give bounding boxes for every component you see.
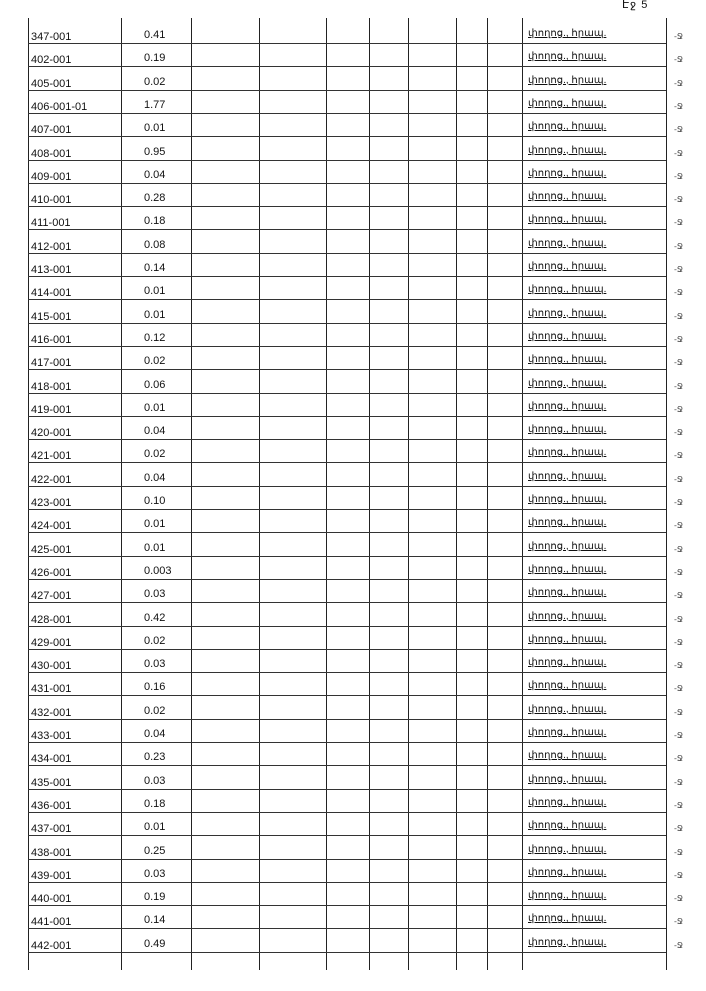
parcel-code: 428-001	[31, 613, 72, 626]
parcel-code: 425-001	[31, 543, 72, 556]
land-use: փողոց., հրապ.	[528, 214, 607, 226]
parcel-code: 426-001	[31, 566, 72, 579]
land-use: փողոց., հրապ.	[528, 680, 607, 692]
edge-mark: -Ջ	[674, 288, 684, 298]
edge-mark: -Ջ	[674, 544, 684, 554]
row-rule	[28, 183, 666, 184]
land-use: փողոց., հրապ.	[528, 121, 607, 133]
parcel-area: 0.16	[144, 681, 166, 694]
row-rule	[28, 952, 666, 953]
row-rule	[28, 90, 666, 91]
edge-mark: -Ջ	[674, 358, 684, 368]
parcel-code: 412-001	[31, 240, 72, 253]
land-use: փողոց., հրապ.	[528, 540, 607, 552]
row-rule	[28, 835, 666, 836]
edge-mark: -Ջ	[674, 218, 684, 228]
land-use: փողոց., հրապ.	[528, 913, 607, 925]
land-use: փողոց., հրապ.	[528, 330, 607, 342]
parcel-code: 423-001	[31, 497, 72, 509]
parcel-code: 407-001	[31, 124, 72, 137]
parcel-area: 0.41	[144, 29, 166, 41]
row-rule	[28, 859, 666, 860]
row-rule	[28, 136, 666, 137]
row-rule	[28, 719, 666, 720]
row-rule	[28, 532, 666, 533]
edge-mark: -Ջ	[674, 870, 684, 880]
parcel-area: 0.25	[144, 844, 166, 857]
row-rule	[28, 765, 666, 766]
land-use: փողոց., հրապ.	[528, 936, 607, 948]
parcel-area: 0.04	[144, 471, 166, 484]
land-use: փողոց., հրապ.	[528, 727, 607, 738]
parcel-area: 0.04	[144, 728, 166, 740]
parcel-area: 0.02	[144, 634, 166, 647]
parcel-area: 0.03	[144, 658, 166, 671]
parcel-code: 440-001	[31, 893, 72, 906]
land-use: փողոց., հրապ.	[528, 517, 607, 529]
row-rule	[28, 486, 666, 487]
parcel-area: 0.19	[144, 52, 166, 65]
land-use: փողոց., հրապ.	[528, 610, 607, 622]
land-use: փողոց., հրապ.	[528, 843, 607, 855]
edge-mark: -Ջ	[674, 661, 684, 671]
parcel-area: 0.08	[144, 238, 166, 251]
edge-mark: -Ջ	[674, 940, 684, 950]
parcel-area: 0.10	[144, 495, 166, 507]
parcel-code: 424-001	[31, 520, 72, 533]
parcel-code: 347-001	[31, 31, 72, 43]
parcel-area: 0.03	[144, 867, 166, 880]
edge-mark: -Ջ	[674, 707, 684, 717]
parcel-area: 0.06	[144, 378, 166, 391]
parcel-code: 420-001	[31, 427, 72, 440]
row-rule	[28, 509, 666, 510]
parcel-code: 409-001	[31, 170, 72, 183]
row-rule	[28, 299, 666, 300]
row-rule	[28, 742, 666, 743]
edge-mark: -Ջ	[674, 498, 684, 507]
parcel-area: 0.95	[144, 145, 166, 158]
parcel-code: 415-001	[31, 310, 72, 323]
land-use: փողոց., հրապ.	[528, 377, 607, 389]
land-use: փողոց., հրապ.	[528, 237, 607, 249]
parcel-area: 0.01	[144, 541, 166, 554]
edge-mark: -Ջ	[674, 917, 684, 927]
parcel-area: 0.19	[144, 891, 166, 904]
row-rule	[28, 113, 666, 114]
edge-mark: -Ջ	[674, 78, 684, 88]
parcel-code: 416-001	[31, 333, 72, 346]
row-rule	[28, 882, 666, 883]
edge-mark: -Ջ	[674, 637, 684, 647]
land-use: փողոց., հրապ.	[528, 796, 607, 808]
land-use: փողոց., հրապ.	[528, 400, 607, 412]
parcel-area: 1.77	[144, 98, 166, 111]
row-rule	[28, 160, 666, 161]
row-rule	[28, 695, 666, 696]
row-rule	[28, 229, 666, 230]
edge-mark: -Ջ	[674, 55, 684, 65]
edge-mark: -Ջ	[674, 241, 684, 251]
row-rule	[28, 43, 666, 44]
row-rule	[28, 579, 666, 580]
row-rule	[28, 369, 666, 370]
land-use: փողոց., հրապ.	[528, 284, 607, 296]
parcel-code: 405-001	[31, 77, 72, 90]
parcel-code: 432-001	[31, 706, 72, 719]
parcel-code: 436-001	[31, 799, 72, 812]
parcel-code: 435-001	[31, 776, 72, 789]
parcel-code: 413-001	[31, 264, 72, 276]
land-use: փողոց., հրապ.	[528, 191, 607, 203]
edge-mark: -Ջ	[674, 567, 684, 577]
parcel-area: 0.01	[144, 308, 166, 321]
edge-mark: -Ջ	[674, 404, 684, 414]
parcel-code: 414-001	[31, 287, 72, 300]
parcel-code: 430-001	[31, 660, 72, 673]
land-use: փողոց., հրապ.	[528, 703, 607, 715]
edge-mark: -Ջ	[674, 847, 684, 857]
land-use: փողոց., հրապ.	[528, 447, 607, 459]
parcel-area: 0.12	[144, 331, 166, 344]
parcel-area: 0.01	[144, 821, 166, 834]
land-use: փողոց., հրապ.	[528, 820, 607, 832]
edge-mark: -Ջ	[674, 684, 684, 694]
row-rule	[28, 649, 666, 650]
edge-mark: -Ջ	[674, 731, 684, 740]
edge-mark: -Ջ	[674, 451, 684, 461]
parcel-area: 0.03	[144, 588, 166, 601]
edge-mark: -Ջ	[674, 148, 684, 158]
land-use: փողոց., հրապ.	[528, 144, 607, 156]
parcel-area: 0.01	[144, 285, 166, 298]
parcel-code: 433-001	[31, 730, 72, 742]
edge-mark: -Ջ	[674, 125, 684, 135]
land-use: փողոց., հրապ.	[528, 657, 607, 669]
edge-mark: -Ջ	[674, 311, 684, 321]
row-rule	[28, 602, 666, 603]
edge-mark: -Ջ	[674, 171, 684, 181]
land-use: փողոց., հրապ.	[528, 307, 607, 319]
land-use: փողոց., հրապ.	[528, 587, 607, 599]
parcel-area: 0.02	[144, 355, 166, 368]
parcel-code: 429-001	[31, 636, 72, 649]
parcel-area: 0.02	[144, 75, 166, 88]
row-rule	[28, 812, 666, 813]
edge-mark: -Ջ	[674, 614, 684, 624]
edge-mark: -Ջ	[674, 381, 684, 391]
edge-mark: -Ջ	[674, 824, 684, 834]
row-rule	[28, 928, 666, 929]
parcel-area: 0.04	[144, 425, 166, 438]
parcel-area: 0.42	[144, 611, 166, 624]
row-rule	[28, 253, 666, 254]
parcel-code: 438-001	[31, 846, 72, 859]
row-rule	[28, 346, 666, 347]
parcel-area: 0.01	[144, 122, 166, 135]
edge-mark: -Ջ	[674, 32, 684, 41]
edge-mark: -Ջ	[674, 894, 684, 904]
parcel-area: 0.04	[144, 168, 166, 181]
land-use: փողոց., հրապ.	[528, 354, 607, 366]
row-rule	[28, 416, 666, 417]
edge-mark: -Ջ	[674, 334, 684, 344]
parcel-area: 0.23	[144, 751, 166, 764]
row-rule	[28, 672, 666, 673]
edge-mark: -Ջ	[674, 265, 684, 274]
row-rule	[28, 626, 666, 627]
parcel-code: 408-001	[31, 147, 72, 160]
edge-mark: -Ջ	[674, 777, 684, 787]
row-rule	[28, 556, 666, 557]
edge-mark: -Ջ	[674, 101, 684, 111]
land-use: փողոց., հրապ.	[528, 563, 607, 575]
land-use: փողոց., հրապ.	[528, 424, 607, 436]
land-use: փողոց., հրապ.	[528, 773, 607, 785]
row-rule	[28, 66, 666, 67]
row-rule	[28, 789, 666, 790]
edge-mark: -Ջ	[674, 800, 684, 810]
parcel-code: 406-001-01	[31, 100, 88, 113]
land-use: փողոց., հրապ.	[528, 633, 607, 645]
parcel-area: 0.02	[144, 704, 166, 717]
row-rule	[28, 462, 666, 463]
edge-mark: -Ջ	[674, 195, 684, 205]
row-rule	[28, 905, 666, 906]
parcel-code: 410-001	[31, 194, 72, 207]
parcel-area: 0.18	[144, 797, 166, 810]
land-use: փողոց., հրապ.	[528, 51, 607, 63]
parcel-code: 419-001	[31, 403, 72, 416]
land-use: փողոց., հրապ.	[528, 74, 607, 86]
parcel-code: 437-001	[31, 823, 72, 836]
parcel-code: 431-001	[31, 683, 72, 696]
land-use: փողոց., հրապ.	[528, 470, 607, 482]
edge-mark: -Ջ	[674, 754, 684, 764]
edge-mark: -Ջ	[674, 474, 684, 484]
parcel-code: 434-001	[31, 753, 72, 766]
parcel-area: 0.14	[144, 914, 166, 927]
edge-mark: -Ջ	[674, 591, 684, 601]
parcel-area: 0.01	[144, 401, 166, 414]
land-use: փողոց., հրապ.	[528, 494, 607, 505]
row-rule	[28, 439, 666, 440]
parcel-area: 0.49	[144, 937, 166, 950]
edge-mark: -Ջ	[674, 521, 684, 531]
parcel-code: 439-001	[31, 869, 72, 882]
parcel-area: 0.02	[144, 448, 166, 461]
parcel-area: 0.03	[144, 774, 166, 787]
parcel-code: 441-001	[31, 916, 72, 929]
parcel-code: 411-001	[31, 217, 71, 230]
parcel-code: 442-001	[31, 939, 72, 952]
page-number: Էջ 5	[622, 0, 649, 11]
land-use: փողոց., հրապ.	[528, 261, 607, 272]
land-use: փողոց., հրապ.	[528, 890, 607, 902]
parcel-area: 0.28	[144, 192, 166, 205]
edge-mark: -Ջ	[674, 428, 684, 438]
land-use: փողոց., հրապ.	[528, 750, 607, 762]
parcel-area: 0.003	[144, 564, 172, 577]
parcel-code: 418-001	[31, 380, 72, 393]
parcel-area: 0.01	[144, 518, 166, 531]
parcel-code: 421-001	[31, 450, 72, 463]
row-rule	[28, 323, 666, 324]
land-use: փողոց., հրապ.	[528, 28, 607, 39]
row-rule	[28, 393, 666, 394]
land-use: փողոց., հրապ.	[528, 866, 607, 878]
parcel-area: 0.18	[144, 215, 166, 228]
parcel-area: 0.14	[144, 262, 166, 274]
row-rule	[28, 276, 666, 277]
row-rule	[28, 206, 666, 207]
parcel-code: 427-001	[31, 590, 72, 603]
land-use: փողոց., հրապ.	[528, 97, 607, 109]
parcel-code: 402-001	[31, 54, 72, 67]
land-use: փողոց., հրապ.	[528, 167, 607, 179]
parcel-code: 422-001	[31, 473, 72, 486]
parcel-code: 417-001	[31, 357, 72, 370]
